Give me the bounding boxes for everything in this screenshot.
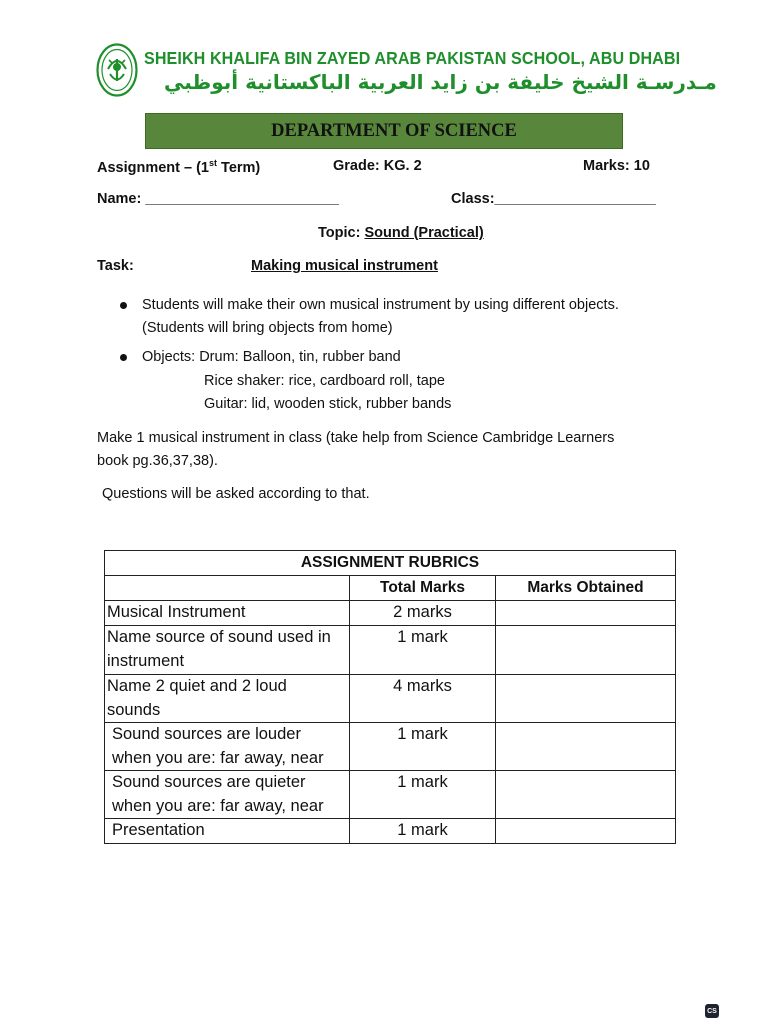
- rubric-obtained-cell: [496, 723, 676, 771]
- rubric-marks: 2 marks: [350, 601, 496, 626]
- rubric-criterion: Sound sources are quieter when you are: far away, near: [105, 771, 350, 819]
- bullet-dot-icon: [120, 354, 127, 361]
- rubric-obtained-cell: [496, 819, 676, 844]
- rubric-row: [105, 819, 676, 844]
- rubric-marks: 1 mark: [350, 819, 496, 844]
- school-name-arabic: مـدرسـة الشيخ خليفة بن زايد العربية الباكستانية أبوظبي: [164, 70, 717, 94]
- rubric-header-row: [105, 576, 676, 601]
- camscanner-badge-icon: CS: [705, 1004, 719, 1018]
- rubric-header-total: Total Marks: [350, 576, 496, 601]
- rubric-header-blank: [105, 576, 350, 601]
- grade-label: Grade: KG. 2: [333, 158, 422, 174]
- bullet-objects-drum: Objects: Drum: Balloon, tin, rubber band: [142, 349, 401, 365]
- rubric-marks: 1 mark: [350, 626, 496, 675]
- make-instrument-line2: book pg.36,37,38).: [97, 453, 218, 469]
- rubric-obtained-cell: [496, 675, 676, 723]
- marks-label: Marks: 10: [583, 158, 650, 174]
- bullet-objects-rice-shaker: Rice shaker: rice, cardboard roll, tape: [204, 373, 445, 389]
- rubric-marks: 1 mark: [350, 723, 496, 771]
- topic-value: Sound (Practical): [364, 225, 484, 241]
- rubric-title-row: [105, 551, 676, 576]
- bullet-students-line2: (Students will bring objects from home): [142, 320, 393, 336]
- rubric-row: [105, 675, 676, 723]
- topic-line: Topic: Sound (Practical): [318, 225, 484, 241]
- name-field: Name: ________________________: [97, 191, 339, 207]
- rubric-header-obtained: Marks Obtained: [496, 576, 676, 601]
- bullet-students-line1: Students will make their own musical instrument by using different objects.: [142, 297, 619, 313]
- school-logo-icon: [96, 43, 138, 97]
- rubric-obtained-cell: [496, 771, 676, 819]
- rubric-criterion: Presentation: [105, 819, 350, 844]
- department-title: DEPARTMENT OF SCIENCE: [271, 120, 517, 141]
- rubric-row: [105, 723, 676, 771]
- rubric-obtained-cell: [496, 601, 676, 626]
- rubric-marks: 4 marks: [350, 675, 496, 723]
- questions-note: Questions will be asked according to that.: [102, 486, 370, 502]
- task-label: Task:: [97, 258, 134, 274]
- rubric-title: ASSIGNMENT RUBRICS: [105, 551, 676, 576]
- bullet-objects-guitar: Guitar: lid, wooden stick, rubber bands: [204, 396, 452, 412]
- rubric-table: [104, 550, 676, 844]
- rubric-criterion: Musical Instrument: [105, 601, 350, 626]
- rubric-obtained-cell: [496, 626, 676, 675]
- rubric-marks: 1 mark: [350, 771, 496, 819]
- rubric-row: [105, 626, 676, 675]
- school-name-english: SHEIKH KHALIFA BIN ZAYED ARAB PAKISTAN SCHOOL, ABU DHABI: [144, 48, 681, 68]
- bullet-dot-icon: [120, 302, 127, 309]
- rubric-row: [105, 771, 676, 819]
- department-banner: [145, 113, 623, 149]
- rubric-criterion: Name 2 quiet and 2 loud sounds: [105, 675, 350, 723]
- make-instrument-line1: Make 1 musical instrument in class (take help from Science Cambridge Learners: [97, 430, 615, 446]
- rubric-criterion: Sound sources are louder when you are: far away, near: [105, 723, 350, 771]
- task-value: Making musical instrument: [251, 258, 438, 274]
- assignment-term: Assignment – (1st Term): [97, 158, 261, 176]
- rubric-row: [105, 601, 676, 626]
- rubric-criterion: Name source of sound used in instrument: [105, 626, 350, 675]
- class-field: Class:____________________: [451, 191, 656, 207]
